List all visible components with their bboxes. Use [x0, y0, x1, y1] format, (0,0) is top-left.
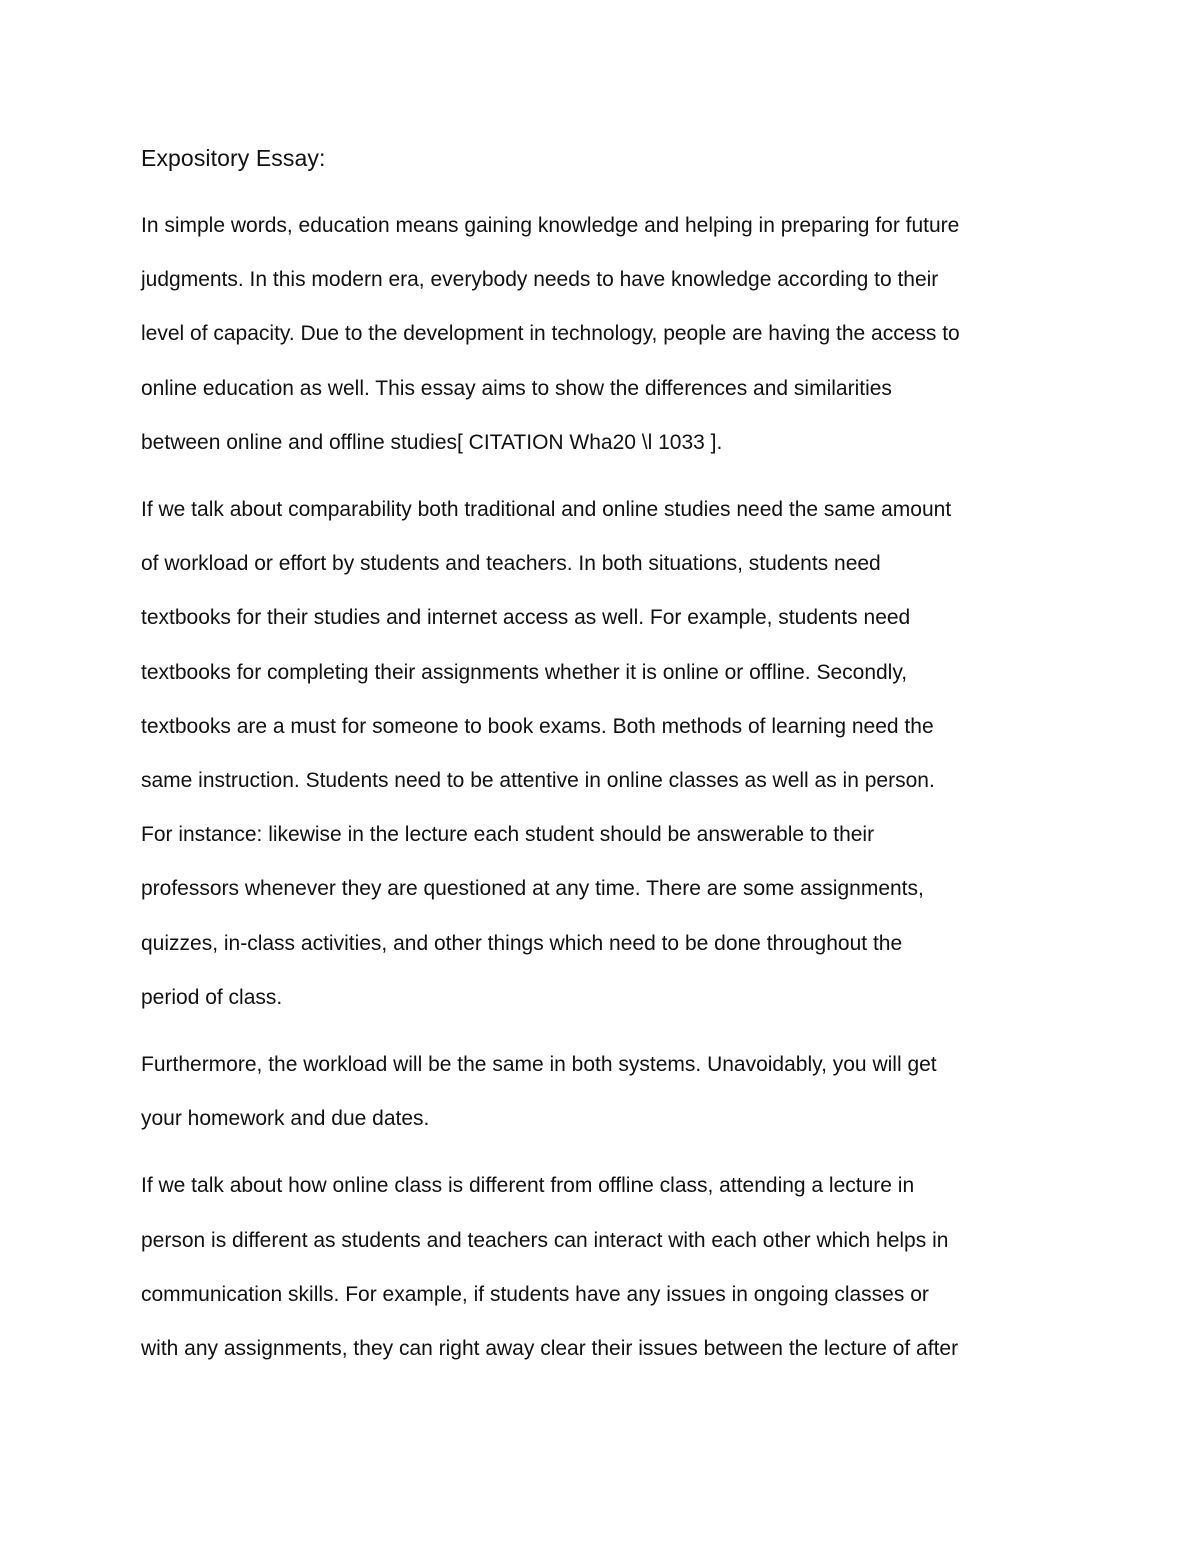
- paragraph-differences: [141, 1159, 1066, 1376]
- document-title: Expository Essay:: [141, 145, 326, 171]
- paragraph-line: For instance: likewise in the lecture each student should be answerable to their: [141, 823, 875, 847]
- paragraph-line: judgments. In this modern era, everybody needs to have knowledge according to their: [141, 268, 939, 292]
- paragraph-line: between online and offline studies[ CITATION Wha20 \l 1033 ].: [141, 430, 723, 454]
- paragraph-line: communication skills. For example, if students have any issues in ongoing classes or: [141, 1282, 929, 1306]
- spacer: [141, 1025, 1066, 1038]
- paragraph-workload: [141, 1038, 1066, 1146]
- spacer: [141, 470, 1066, 483]
- paragraph-line: period of class.: [141, 985, 283, 1009]
- paragraph-introduction: [141, 199, 1066, 470]
- paragraph-line: your homework and due dates.: [141, 1107, 430, 1131]
- paragraph-line: quizzes, in-class activities, and other things which need to be done throughout the: [141, 931, 903, 955]
- paragraph-line: same instruction. Students need to be attentive in online classes as well as in person.: [141, 769, 935, 793]
- paragraph-line: If we talk about how online class is different from offline class, attending a lecture in: [141, 1174, 915, 1198]
- paragraph-line: If we talk about comparability both traditional and online studies need the same amount: [141, 498, 952, 522]
- paragraph-line: Furthermore, the workload will be the same in both systems. Unavoidably, you will get: [141, 1053, 937, 1077]
- spacer: [141, 180, 1066, 199]
- paragraph-line: of workload or effort by students and teachers. In both situations, students need: [141, 552, 881, 576]
- paragraph-line: professors whenever they are questioned at any time. There are some assignments,: [141, 877, 924, 901]
- paragraph-line: textbooks are a must for someone to book exams. Both methods of learning need the: [141, 714, 934, 738]
- paragraph-line: textbooks for their studies and internet access as well. For example, students need: [141, 606, 911, 630]
- paragraph-line: level of capacity. Due to the development in technology, people are having the access to: [141, 322, 960, 346]
- paragraph-line: with any assignments, they can right away clear their issues between the lecture of after: [141, 1337, 959, 1361]
- paragraph-line: textbooks for completing their assignments whether it is online or offline. Secondly,: [141, 660, 908, 684]
- paragraph-line: In simple words, education means gaining knowledge and helping in preparing for future: [141, 214, 960, 237]
- paragraph-line: online education as well. This essay aims to show the differences and similarities: [141, 376, 892, 400]
- paragraph-line: person is different as students and teachers can interact with each other which helps in: [141, 1228, 949, 1252]
- spacer: [141, 1146, 1066, 1159]
- paragraph-similarities: [141, 483, 1066, 1025]
- document-body: [141, 136, 1066, 1376]
